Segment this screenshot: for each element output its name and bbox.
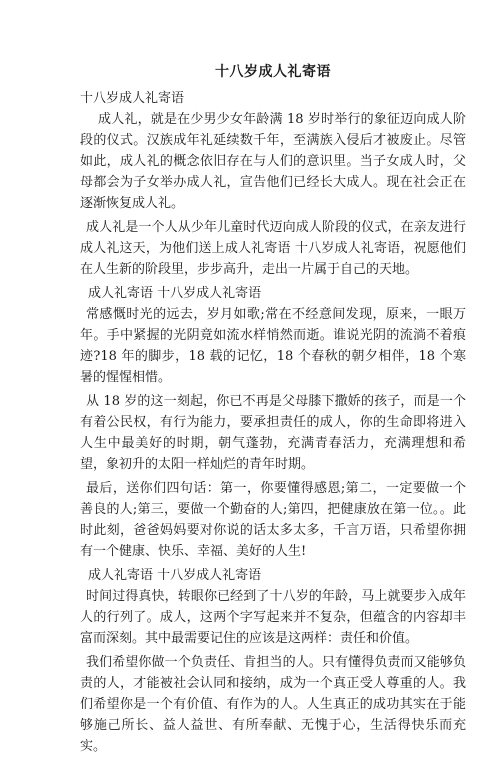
section-heading: 十八岁成人礼寄语 <box>80 91 185 106</box>
section-heading: 成人礼寄语 十八岁成人礼寄语 <box>88 568 262 583</box>
section-heading: 成人礼寄语 十八岁成人礼寄语 <box>88 286 262 301</box>
section-1 <box>80 88 466 280</box>
paragraph: 成人礼，就是在少男少女年龄满 18 岁时举行的象征迈向成人阶段的仪式。汉族成年礼延续数千年，至满族入侵后才被废止。尽管如此，成人礼的概念依旧存在与人们的意识里。当子女成人时，父母都会为子女举办成人礼，宣告他们已经长大成人。现在社会正在逐渐恢复成人礼。 <box>80 112 466 211</box>
paragraph: 成人礼是一个人从少年儿童时代迈向成人阶段的仪式，在亲友进行成人礼这天，为他们送上成人礼寄语 十八岁成人礼寄语，祝愿他们在人生新的阶段里，步步高升，走出一片属于自己的天地。 <box>80 220 466 277</box>
document-title: 十八岁成人礼寄语 <box>215 64 331 80</box>
paragraph: 常感慨时光的远去，岁月如歌;常在不经意间发现，原来，一眼万年。手中紧握的光阴竟如流水样悄然而逝。谁说光阴的流淌不着痕迹?18 年的脚步，18 载的记忆，18 个春秋的朝夕相伴，18 个寒暑的惺惺相惜。 <box>80 307 466 385</box>
section-2 <box>80 283 466 562</box>
paragraph: 我们希望你做一个负责任、肯担当的人。只有懂得负责而又能够负责的人，才能被社会认同和接纳，成为一个真正受人尊重的人。我们希望你是一个有价值、有作为的人。人生真正的成功其实在于能够施己所长、益人益世、有所奉献、无愧于心，生活得快乐而充实。 <box>80 655 466 754</box>
paragraph: 从 18 岁的这一刻起，你已不再是父母膝下撒娇的孩子，而是一个有着公民权，有行为能力，要承担责任的成人，你的生命即将进入人生中最美好的时期，朝气蓬勃，充满青春活力，充满理想和希望，象初升的太阳一样灿烂的青年时期。 <box>80 394 466 472</box>
paragraph: 时间过得真快，转眼你已经到了十八岁的年龄，马上就要步入成年人的行列了。成人，这两个字写起来并不复杂，但蕴含的内容却丰富而深刻。其中最需要记住的应该是这两样：责任和价值。 <box>80 589 466 646</box>
paragraph: 最后，送你们四句话：第一，你要懂得感恩;第二，一定要做一个善良的人;第三，要做一个勤奋的人;第四，把健康放在第一位。。此时此刻，爸爸妈妈要对你说的话太多太多，千言万语，只希望你拥有一个健康、快乐、幸福、美好的人生! <box>80 481 466 559</box>
section-3 <box>80 565 466 757</box>
